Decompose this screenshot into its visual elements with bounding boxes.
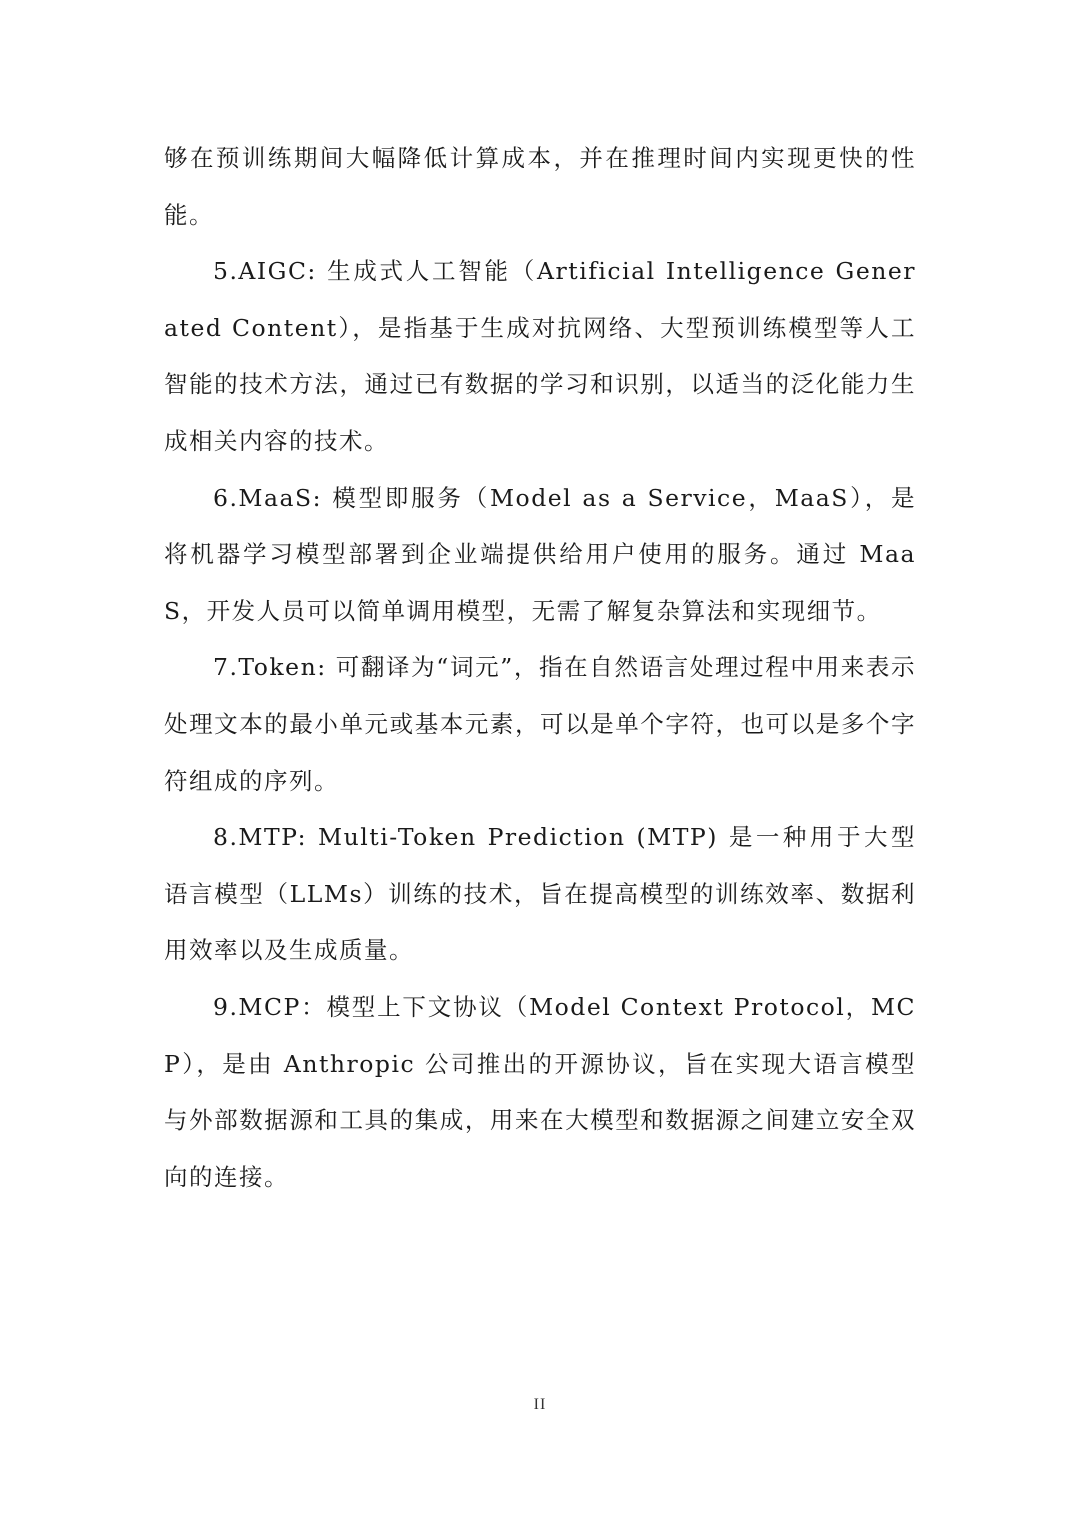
paragraph-maas: 6.MaaS: 模型即服务（Model as a Service，MaaS），是将机器学习模型部署到企业端提供给用户使用的服务。通过 MaaS，开发人员可以简单调用模型，无需了解复杂算法和实现细节。	[164, 483, 916, 625]
paragraph-aigc: 5.AIGC: 生成式人工智能（Artificial Intelligence Generated Content），是指基于生成对抗网络、大型预训练模型等人工智能的技术方法，通过已有数据的学习和识别，以适当的泛化能力生成相关内容的技术。	[164, 257, 916, 455]
page-number: II	[533, 1396, 547, 1413]
body-text	[164, 130, 916, 1205]
paragraph-mtp: 8.MTP: Multi-Token Prediction (MTP) 是一种用于大型语言模型（LLMs）训练的技术，旨在提高模型的训练效率、数据利用效率以及生成质量。	[164, 823, 916, 965]
paragraph-mcp: 9.MCP：模型上下文协议（Model Context Protocol，MCP），是由 Anthropic 公司推出的开源协议，旨在实现大语言模型与外部数据源和工具的集成，用来在大模型和数据源之间建立安全双向的连接。	[164, 992, 916, 1191]
paragraph-token: 7.Token: 可翻译为“词元”，指在自然语言处理过程中用来表示处理文本的最小单元或基本元素，可以是单个字符，也可以是多个字符组成的序列。	[164, 653, 916, 795]
paragraph-continuation: 够在预训练期间大幅降低计算成本，并在推理时间内实现更快的性能。	[164, 144, 916, 229]
